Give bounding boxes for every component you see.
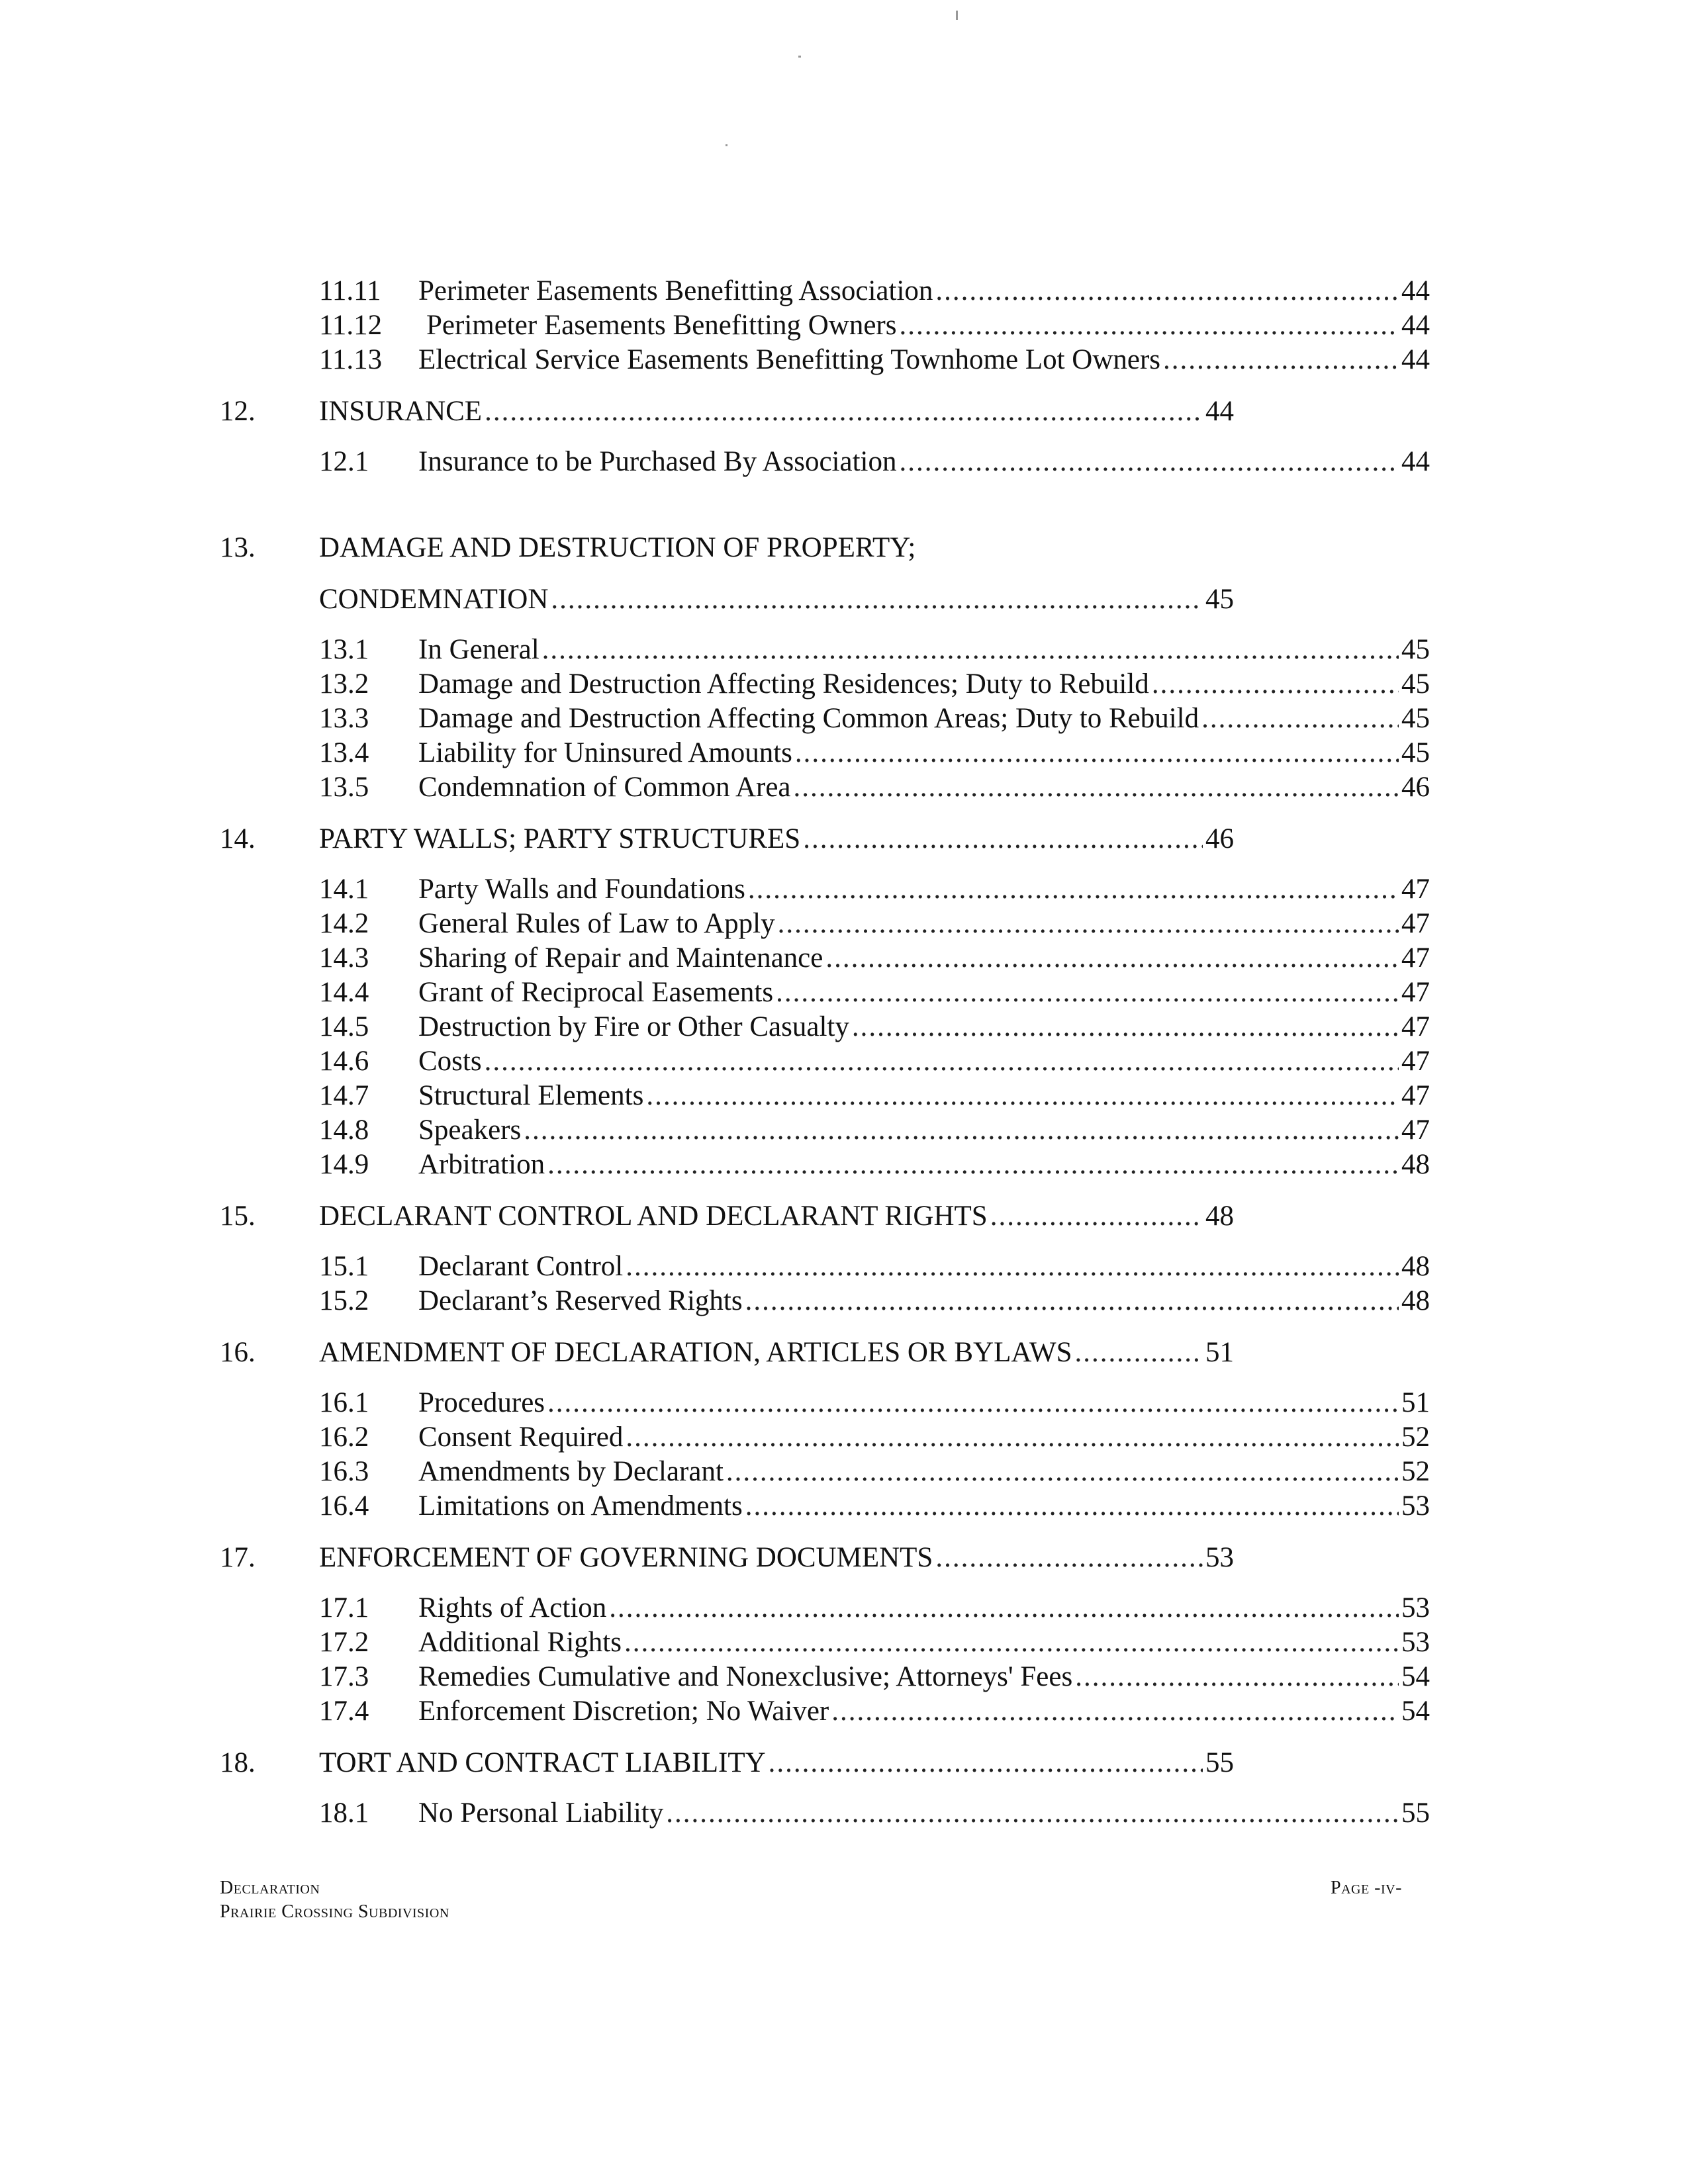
entry-title: Sharing of Repair and Maintenance (418, 942, 823, 974)
subsection-number: 14.4 (319, 977, 369, 1008)
page-number: 46 (1205, 823, 1234, 854)
subsection-number: 16.1 (319, 1387, 369, 1418)
entry-title: Enforcement Discretion; No Waiver (418, 1696, 829, 1727)
subsection-number: 14.5 (319, 1011, 369, 1042)
toc-entry (418, 1796, 1430, 1831)
page-number: 54 (1401, 1661, 1430, 1692)
dot-leader (551, 582, 1203, 617)
subsection-number: 12.1 (319, 446, 369, 477)
entry-title: Grant of Reciprocal Easements (418, 977, 774, 1008)
section-title: PARTY WALLS; PARTY STRUCTURES (319, 823, 801, 854)
toc-entry (418, 343, 1430, 377)
dot-leader (547, 1148, 1399, 1182)
entry-title: Consent Required (418, 1422, 624, 1453)
page-number: 45 (1401, 737, 1430, 768)
page-number: 45 (1205, 584, 1234, 615)
toc-entry (418, 941, 1430, 976)
page-number: 44 (1401, 275, 1430, 306)
subsection-number: 13.2 (319, 668, 369, 700)
toc-section-entry (319, 1746, 1234, 1780)
page-number: 51 (1401, 1387, 1430, 1418)
page-number: 51 (1205, 1337, 1234, 1368)
subsection-number: 11.11 (319, 275, 381, 306)
dot-leader (776, 976, 1399, 1010)
subsection-number: 15.1 (319, 1251, 369, 1282)
dot-leader (666, 1796, 1399, 1831)
entry-title: Rights of Action (418, 1592, 607, 1623)
subsection-number: 14.8 (319, 1115, 369, 1146)
page-number: 44 (1401, 344, 1430, 375)
entry-title: Arbitration (418, 1149, 545, 1180)
scan-speck (726, 144, 727, 146)
page-number: 48 (1401, 1149, 1430, 1180)
entry-title: General Rules of Law to Apply (418, 908, 775, 939)
toc-entry (418, 633, 1430, 667)
entry-title: Party Walls and Foundations (418, 874, 745, 905)
page-number: 47 (1401, 1115, 1430, 1146)
entry-title: Declarant’s Reserved Rights (418, 1285, 743, 1316)
section-number: 16. (220, 1337, 256, 1368)
entry-title: Damage and Destruction Affecting Common Areas; Duty to Rebuild (418, 703, 1199, 734)
subsection-number: 11.12 (319, 310, 383, 341)
dot-leader (626, 1420, 1399, 1455)
entry-title: Additional Rights (418, 1627, 622, 1658)
entry-title: Limitations on Amendments (418, 1490, 743, 1522)
toc-section-entry (319, 1541, 1234, 1575)
subsection-number: 16.3 (319, 1456, 369, 1487)
dot-leader (935, 274, 1399, 308)
footer-page-label: Page -iv- (1331, 1878, 1402, 1898)
entry-title: In General (418, 634, 539, 665)
entry-title: Insurance to be Purchased By Association (418, 446, 897, 477)
toc-entry (418, 976, 1430, 1010)
page-number: 47 (1401, 908, 1430, 939)
entry-title: Electrical Service Easements Benefitting Townhome Lot Owners (418, 344, 1161, 375)
toc-entry (418, 1250, 1430, 1284)
page-number: 44 (1401, 446, 1430, 477)
page-number: 53 (1401, 1490, 1430, 1522)
dot-leader (626, 1250, 1399, 1284)
subsection-number: 13.4 (319, 737, 369, 768)
subsection-number: 14.9 (319, 1149, 369, 1180)
toc-section-entry (319, 582, 1234, 617)
page-number: 54 (1401, 1696, 1430, 1727)
entry-title: Remedies Cumulative and Nonexclusive; Attorneys' Fees (418, 1661, 1073, 1692)
dot-leader (485, 394, 1203, 429)
dot-leader (609, 1591, 1399, 1625)
page-number: 45 (1401, 703, 1430, 734)
section-number: 14. (220, 823, 256, 854)
subsection-number: 16.2 (319, 1422, 369, 1453)
toc-entry (418, 1455, 1430, 1489)
entry-title: Damage and Destruction Affecting Residences; Duty to Rebuild (418, 668, 1149, 700)
subsection-number: 14.2 (319, 908, 369, 939)
dot-leader (831, 1694, 1399, 1729)
toc-entry (418, 1284, 1430, 1318)
subsection-number: 11.13 (319, 344, 383, 375)
toc-entry (418, 736, 1430, 770)
toc-entry (418, 1694, 1430, 1729)
dot-leader (899, 445, 1399, 479)
toc-entry (426, 308, 1430, 343)
toc-entry (418, 1079, 1430, 1113)
dot-leader (547, 1386, 1399, 1420)
dot-leader (745, 1489, 1399, 1524)
page-number: 47 (1401, 1080, 1430, 1111)
page-number: 52 (1401, 1456, 1430, 1487)
page-number: 48 (1401, 1285, 1430, 1316)
subsection-number: 13.3 (319, 703, 369, 734)
toc-entry (418, 872, 1430, 907)
entry-title: Costs (418, 1046, 482, 1077)
section-number: 17. (220, 1542, 256, 1573)
dot-leader (900, 308, 1399, 343)
dot-leader (485, 1044, 1399, 1079)
entry-title: Perimeter Easements Benefitting Owners (426, 310, 897, 341)
dot-leader (794, 770, 1399, 805)
dot-leader (745, 1284, 1399, 1318)
entry-title: Procedures (418, 1387, 545, 1418)
scan-speck (798, 56, 801, 58)
dot-leader (646, 1079, 1399, 1113)
subsection-number: 14.6 (319, 1046, 369, 1077)
subsection-number: 17.1 (319, 1592, 369, 1623)
toc-entry (418, 1010, 1430, 1044)
section-title: ENFORCEMENT OF GOVERNING DOCUMENTS (319, 1542, 933, 1573)
page-number: 52 (1401, 1422, 1430, 1453)
dot-leader (935, 1541, 1203, 1575)
section-title-continued: CONDEMNATION (319, 584, 549, 615)
dot-leader (990, 1199, 1203, 1234)
entry-title: Speakers (418, 1115, 522, 1146)
dot-leader (769, 1746, 1203, 1780)
entry-title: Destruction by Fire or Other Casualty (418, 1011, 849, 1042)
page-number: 47 (1401, 1046, 1430, 1077)
page-number: 55 (1401, 1797, 1430, 1829)
section-number: 12. (220, 396, 256, 427)
page-number: 44 (1205, 396, 1234, 427)
dot-leader (726, 1455, 1399, 1489)
subsection-number: 17.4 (319, 1696, 369, 1727)
dot-leader (852, 1010, 1399, 1044)
subsection-number: 14.7 (319, 1080, 369, 1111)
section-title: TORT AND CONTRACT LIABILITY (319, 1747, 766, 1778)
page-number: 48 (1205, 1201, 1234, 1232)
toc-entry (418, 1386, 1430, 1420)
subsection-number: 14.1 (319, 874, 369, 905)
toc-entry (418, 770, 1430, 805)
page-number: 45 (1401, 634, 1430, 665)
toc-entry (418, 667, 1430, 702)
footer-subdivision-name: Prairie Crossing Subdivision (220, 1901, 449, 1922)
toc-entry (418, 1625, 1430, 1660)
subsection-number: 16.4 (319, 1490, 369, 1522)
toc-entry (418, 445, 1430, 479)
page-number: 55 (1205, 1747, 1234, 1778)
dot-leader (795, 736, 1399, 770)
page-number: 48 (1401, 1251, 1430, 1282)
entry-title: Amendments by Declarant (418, 1456, 724, 1487)
section-title: DECLARANT CONTROL AND DECLARANT RIGHTS (319, 1201, 988, 1232)
page-number: 46 (1401, 772, 1430, 803)
entry-title: Liability for Uninsured Amounts (418, 737, 792, 768)
toc-entry (418, 1044, 1430, 1079)
toc-section-entry (319, 1336, 1234, 1370)
entry-title: Condemnation of Common Area (418, 772, 791, 803)
dot-leader (624, 1625, 1399, 1660)
toc-section-entry (319, 1199, 1234, 1234)
toc-entry (418, 702, 1430, 736)
subsection-number: 14.3 (319, 942, 369, 974)
page-number: 47 (1401, 874, 1430, 905)
toc-entry (418, 1591, 1430, 1625)
page-number: 44 (1401, 310, 1430, 341)
subsection-number: 13.5 (319, 772, 369, 803)
section-title: AMENDMENT OF DECLARATION, ARTICLES OR BYLAWS (319, 1337, 1072, 1368)
page-number: 47 (1401, 1011, 1430, 1042)
page-number: 53 (1401, 1592, 1430, 1623)
subsection-number: 18.1 (319, 1797, 369, 1829)
toc-section-entry (319, 822, 1234, 856)
entry-title: Perimeter Easements Benefitting Association (418, 275, 933, 306)
page-number: 45 (1401, 668, 1430, 700)
entry-title: Structural Elements (418, 1080, 644, 1111)
toc-entry (418, 1148, 1430, 1182)
page-number: 53 (1401, 1627, 1430, 1658)
toc-section-entry (319, 394, 1234, 429)
dot-leader (1075, 1660, 1399, 1694)
toc-entry (418, 1489, 1430, 1524)
dot-leader (1152, 667, 1399, 702)
subsection-number: 17.3 (319, 1661, 369, 1692)
dot-leader (825, 941, 1399, 976)
dot-leader (542, 633, 1399, 667)
entry-title: No Personal Liability (418, 1797, 664, 1829)
subsection-number: 15.2 (319, 1285, 369, 1316)
section-number: 13. (220, 532, 256, 563)
entry-title: Declarant Control (418, 1251, 624, 1282)
dot-leader (803, 822, 1203, 856)
toc-entry (418, 274, 1430, 308)
subsection-number: 17.2 (319, 1627, 369, 1658)
dot-leader (524, 1113, 1399, 1148)
page-number: 53 (1205, 1542, 1234, 1573)
page-number: 47 (1401, 942, 1430, 974)
toc-entry (418, 907, 1430, 941)
subsection-number: 13.1 (319, 634, 369, 665)
dot-leader (748, 872, 1399, 907)
page-number: 47 (1401, 977, 1430, 1008)
section-number: 15. (220, 1201, 256, 1232)
footer-document-title: Declaration (220, 1878, 320, 1898)
dot-leader (778, 907, 1399, 941)
section-number: 18. (220, 1747, 256, 1778)
section-title: INSURANCE (319, 396, 483, 427)
toc-entry (418, 1420, 1430, 1455)
dot-leader (1163, 343, 1399, 377)
dot-leader (1201, 702, 1399, 736)
toc-entry (418, 1660, 1430, 1694)
toc-entry (418, 1113, 1430, 1148)
section-title: DAMAGE AND DESTRUCTION OF PROPERTY; (319, 532, 916, 563)
scan-speck (956, 11, 958, 20)
dot-leader (1074, 1336, 1203, 1370)
